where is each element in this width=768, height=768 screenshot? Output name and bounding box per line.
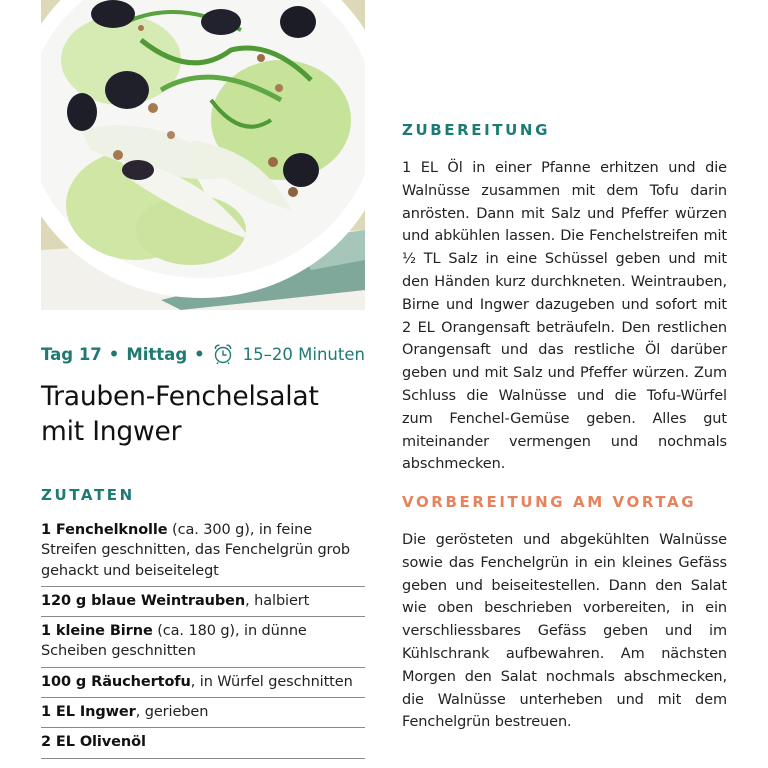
ingredient-item [41, 731, 365, 758]
ingredient-item [41, 590, 365, 617]
ingredients-list [41, 519, 365, 762]
make-ahead-text: Die gerösteten und abgekühlten Walnüsse sowie das Fenchelgrün in ein kleines Gefäss geben und beiseitestellen. Dann den Salat wie oben beschrieben vorbereiten, in ein verschliessbares Gefäss geben und im Kühlschrank aufbewahren. Am nächsten Morgen den Salat nochmals abschmecken, die Walnüsse unterheben und mit dem Fenchelgrün bestreuen. [402, 532, 727, 731]
alarm-clock-icon [212, 343, 234, 365]
ingredient-detail: (ca. 180 g), in dünne Scheiben geschnitten [41, 623, 307, 660]
ingredient-item [41, 701, 365, 728]
title-line-1: Trauben-Fenchelsalat [41, 381, 319, 412]
ingredient-detail: , gerieben [135, 704, 209, 721]
ingredient-name: 1 EL Ingwer [41, 704, 136, 721]
ingredient-name: 120 g blaue Weintrauben [41, 592, 246, 609]
ingredient-item [41, 519, 365, 587]
separator-dot: • [194, 344, 205, 364]
ingredient-name: 2 EL Olivenöl [41, 734, 146, 751]
ingredient-name: 1 kleine Birne [41, 623, 153, 640]
recipe-title [41, 379, 371, 449]
title-line-2: mit Ingwer [41, 416, 182, 447]
ingredient-detail: , in Würfel geschnitten [190, 673, 353, 690]
recipe-meta [41, 343, 371, 365]
day-label: Tag 17 [41, 344, 102, 364]
ingredient-detail: (ca. 300 g), in feine Streifen geschnitten, das Fenchelgrün grob gehackt und beiseitelegt [41, 522, 350, 579]
ingredient-name: 1 Fenchelknolle [41, 522, 168, 538]
duration-label: 15–20 Minuten [242, 344, 365, 364]
ingredients-heading: ZUTATEN [41, 486, 135, 504]
make-ahead-heading: VORBEREITUNG AM VORTAG [402, 493, 697, 511]
ingredient-item [41, 620, 365, 668]
meal-label: Mittag [126, 344, 188, 364]
separator-dot: • [108, 344, 120, 364]
ingredient-name: 100 g Räuchertofu [41, 673, 191, 690]
ingredient-item [41, 671, 365, 698]
ingredient-detail: , halbiert [245, 592, 310, 609]
preparation-text: 1 EL Öl in einer Pfanne erhitzen und die Walnüsse zusammen mit dem Tofu darin anrösten. Dann mit Salz und Pfeffer würzen und abkühlen lassen. Die Fenchelstreifen mit ½ TL Salz in eine Schüssel geben und mit den Händen kurz durchkneten. Weintrauben, Birne und Ingwer dazugeben und sofort mit 2 EL Orangensaft beträufeln. Den restlichen Orangensaft und das restliche Öl darüber geben und mit Salz und Pfeffer würzen. Zum Schluss die Walnüsse und die Tofu-Würfel zum Fenchel-Gemüse geben. Alles gut miteinander vermengen und nochmals abschmecken. [402, 160, 727, 473]
salad-plate-illustration [41, 0, 365, 310]
preparation-heading: ZUBEREITUNG [402, 121, 550, 139]
recipe-photo [41, 0, 365, 310]
